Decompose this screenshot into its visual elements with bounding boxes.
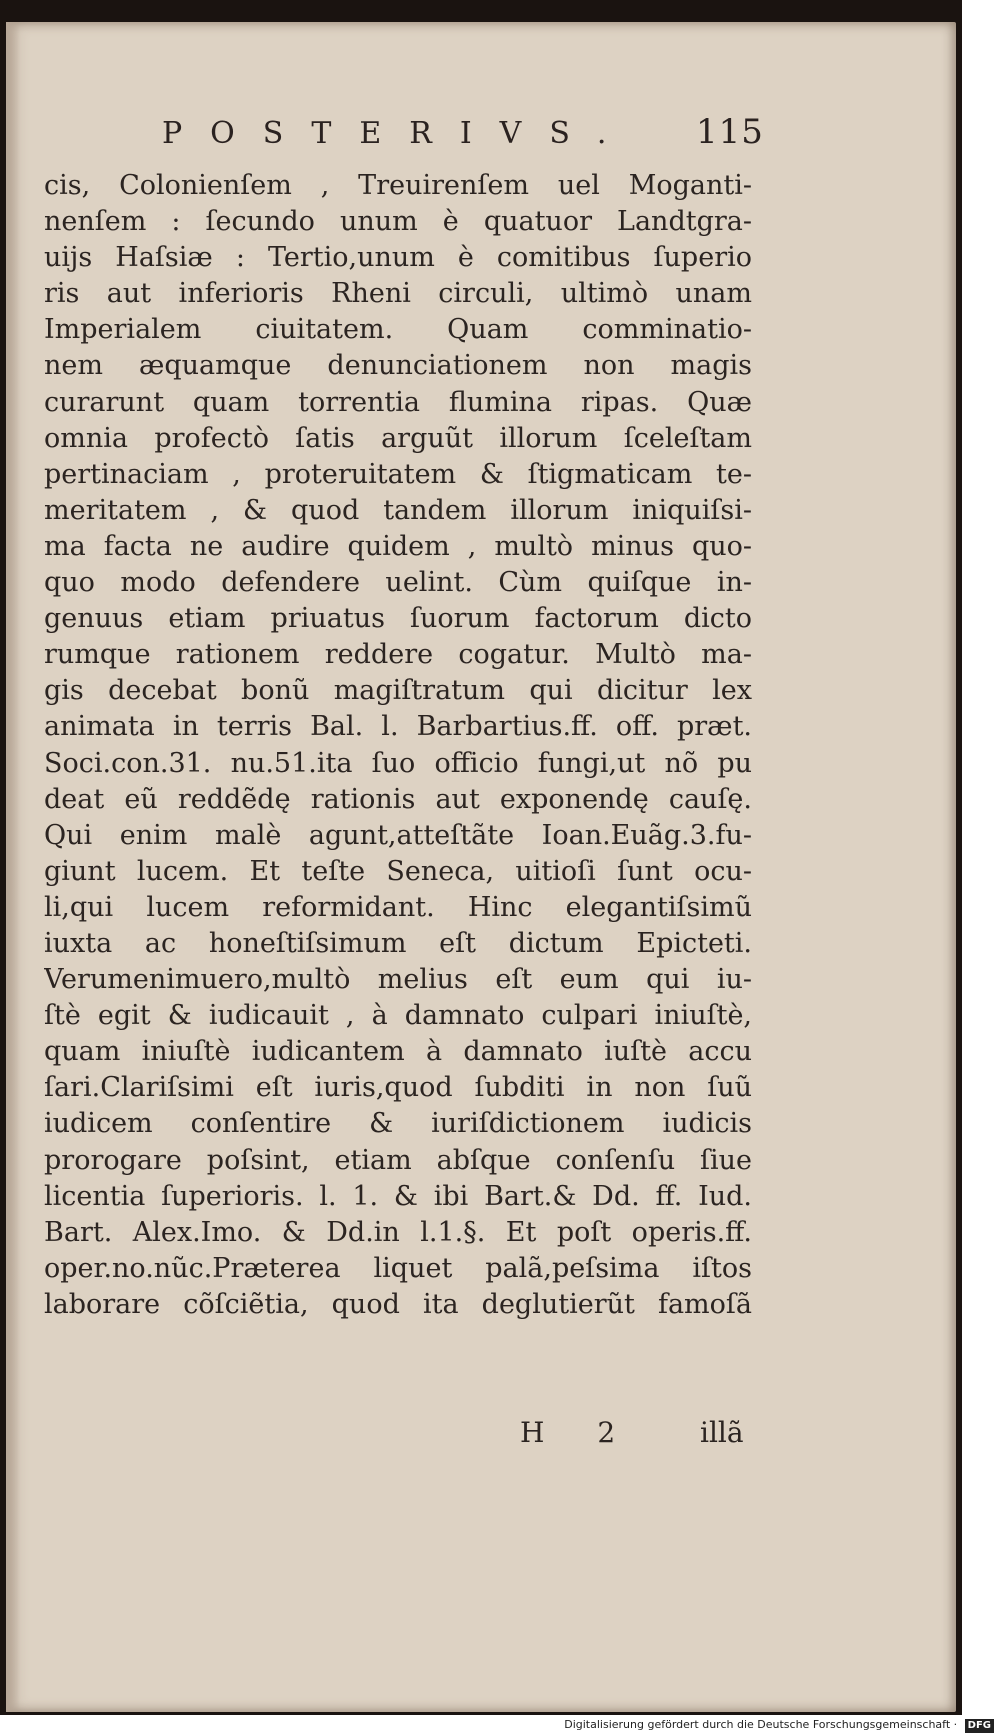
- text-line: gis decebat bonũ magiſtratum qui dicitur lex: [44, 675, 752, 707]
- text-line: genuus etiam priuatus ſuorum factorum dicto: [44, 603, 752, 635]
- credit-text: Digitalisierung gefördert durch die Deutsche Forschungsgemeinschaft ·: [564, 1718, 958, 1731]
- text-line: cis, Colonienſem , Treuirenſem uel Moganti-: [44, 170, 752, 201]
- text-line: giunt lucem. Et teſte Seneca, uitioſi ſunt ocu-: [44, 855, 752, 887]
- page-gutter-shadow: [6, 22, 20, 1712]
- catchword: illã: [700, 1416, 744, 1449]
- text-line: pertinaciam , proteruitatem & ſtigmaticam te-: [44, 458, 752, 490]
- text-line: meritatem , & quod tandem illorum iniquiſsi-: [44, 494, 752, 526]
- text-line: quo modo defendere uelint. Cùm quiſque in-: [44, 567, 752, 599]
- text-line: ris aut inferioris Rheni circuli, ultimò unam: [44, 278, 752, 310]
- text-line: ſari.Clariſsimi eſt iuris,quod ſubditi in non ſuũ: [44, 1072, 752, 1104]
- text-line: Qui enim malè agunt,atteſtãte Ioan.Euãg.3.fu-: [44, 819, 752, 851]
- text-line: iuxta ac honeſtiſsimum eſt dictum Epicteti.: [44, 927, 752, 959]
- text-line: curarunt quam torrentia flumina ripas. Quæ: [44, 386, 752, 418]
- text-line: deat eũ reddẽdę rationis aut exponendę cauſę.: [44, 783, 752, 815]
- text-line: li,qui lucem reformidant. Hinc elegantiſsimũ: [44, 891, 752, 923]
- text-line: ma facta ne audire quidem , multò minus quo-: [44, 530, 752, 562]
- text-line: nem æquamque denunciationem non magis: [44, 350, 752, 382]
- digitization-credit: [0, 1715, 1000, 1734]
- text-line: ſtè egit & iudicauit , à damnato culpari iniuſtè,: [44, 1000, 752, 1032]
- text-line: iudicem conſentire & iuriſdictionem iudicis: [44, 1108, 752, 1140]
- text-line: animata in terris Bal. l. Barbartius.ff. off. præt.: [44, 711, 752, 743]
- text-line: nenſem : ſecundo unum è quatuor Landtgra-: [44, 206, 752, 238]
- text-line: laborare cõſciẽtia, quod ita deglutierũt famoſã: [44, 1288, 752, 1320]
- text-line: licentia ſuperioris. l. 1. & ibi Bart.& Dd. ff. Iud.: [44, 1180, 752, 1212]
- text-line: omnia profectò ſatis arguũt illorum ſceleſtam: [44, 422, 752, 454]
- text-line: Imperialem ciuitatem. Quam comminatio-: [44, 314, 752, 346]
- text-line: oper.no.nũc.Prӕterea liquet palã,peſsima iſtos: [44, 1252, 752, 1284]
- signature-mark: H 2: [520, 1416, 638, 1449]
- page-number: 115: [696, 112, 764, 152]
- text-line: rumque rationem reddere cogatur. Multò ma-: [44, 639, 752, 671]
- text-line: prorogare poſsint, etiam abſque conſenſu ſiue: [44, 1144, 752, 1176]
- dfg-logo: DFG: [965, 1719, 994, 1733]
- text-line: Verumenimuero,multò melius eſt eum qui iu-: [44, 964, 752, 996]
- text-line: Bart. Alex.Imo. & Dd.in l.1.§. Et poſt operis.ff.: [44, 1216, 752, 1248]
- running-head: POSTERIVS.: [162, 116, 635, 151]
- body-text: [44, 168, 752, 1323]
- book-page: [6, 22, 956, 1712]
- text-line: quam iniuſtè iudicantem à damnato iuſtè accu: [44, 1036, 752, 1068]
- text-line: Soci.con.31. nu.51.ita ſuo officio fungi,ut nõ pu: [44, 747, 752, 779]
- text-line: uijs Haſsiæ : Tertio,unum è comitibus ſuperio: [44, 242, 752, 274]
